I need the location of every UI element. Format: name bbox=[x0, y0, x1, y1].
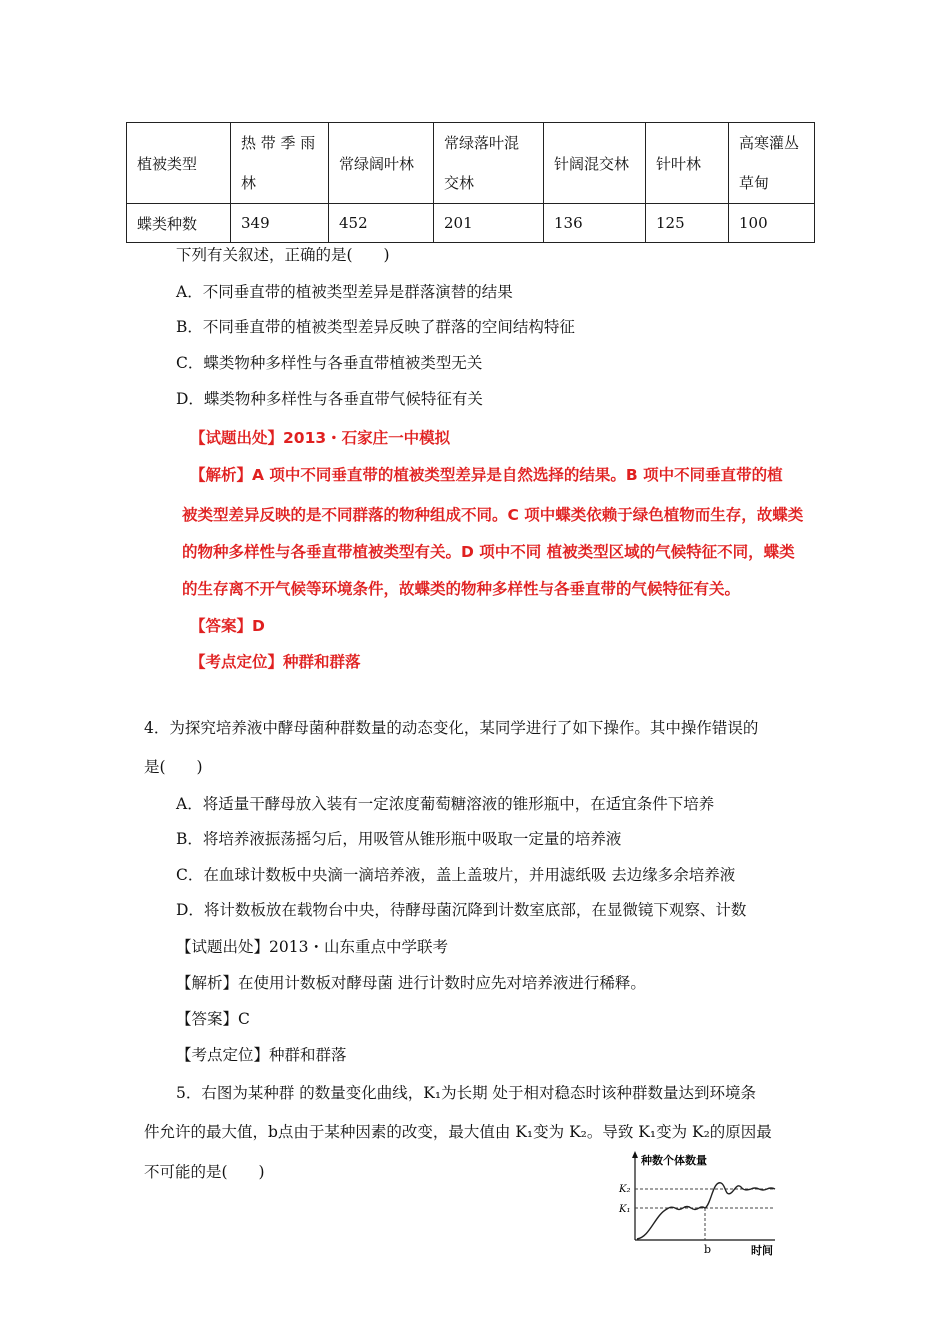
header-cell: 热 带 季 雨 林 bbox=[231, 123, 329, 204]
q3-analysis-line-3: 的物种多样性与各垂直带植被类型有关。D 项中不同 植被类型区域的气候特征不同，蝶类 bbox=[182, 543, 795, 561]
header-cell: 植被类型 bbox=[127, 123, 231, 204]
header-cell: 高寒灌丛 草甸 bbox=[729, 123, 815, 204]
k2-label: K₂ bbox=[619, 1184, 631, 1195]
q4-stem-line-1: 4．为探究培养液中酵母菌种群数量的动态变化，某同学进行了如下操作。其中操作错误的 bbox=[144, 719, 759, 737]
q3-stem: 下列有关叙述，正确的是( ) bbox=[176, 246, 390, 264]
q3-topic: 【考点定位】种群和群落 bbox=[190, 653, 361, 671]
q3-answer: 【答案】D bbox=[190, 617, 265, 635]
q3-analysis-line-1: 【解析】A 项中不同垂直带的植被类型差异是自然选择的结果。B 项中不同垂直带的植 bbox=[190, 466, 783, 484]
q4-analysis: 【解析】在使用计数板对酵母菌 进行计数时应先对培养液进行稀释。 bbox=[176, 974, 646, 992]
q4-source: 【试题出处】2013・山东重点中学联考 bbox=[176, 938, 448, 956]
value-cell: 201 bbox=[434, 204, 544, 243]
q3-source: 【试题出处】2013・石家庄一中模拟 bbox=[190, 429, 451, 447]
q4-option-a: A．将适量干酵母放入装有一定浓度葡萄糖溶液的锥形瓶中，在适宜条件下培养 bbox=[176, 795, 715, 813]
vegetation-table bbox=[126, 122, 815, 243]
b-label: b bbox=[704, 1243, 712, 1256]
q4-option-c: C．在血球计数板中央滴一滴培养液，盖上盖玻片，并用滤纸吸 去边缘多余培养液 bbox=[176, 866, 736, 884]
q5-stem-line-3: 不可能的是( ) bbox=[144, 1163, 265, 1181]
population-curve bbox=[637, 1183, 775, 1239]
value-cell: 349 bbox=[231, 204, 329, 243]
value-cell: 125 bbox=[646, 204, 729, 243]
q3-option-d: D．蝶类物种多样性与各垂直带气候特征有关 bbox=[176, 390, 483, 408]
q5-stem-line-2: 件允许的最大值，b点由于某种因素的改变，最大值由 K₁变为 K₂。导致 K₁变为 K₂的原因最 bbox=[144, 1123, 772, 1141]
value-cell: 136 bbox=[544, 204, 646, 243]
q5-stem-line-1: 5．右图为某种群 的数量变化曲线，K₁为长期 处于相对稳态时该种群数量达到环境条 bbox=[176, 1084, 757, 1102]
x-axis-label: 时间 bbox=[751, 1244, 773, 1257]
y-axis-arrow bbox=[632, 1151, 638, 1158]
q4-option-b: B．将培养液振荡摇匀后，用吸管从锥形瓶中吸取一定量的培养液 bbox=[176, 830, 622, 848]
q4-answer: 【答案】C bbox=[176, 1010, 250, 1028]
q4-topic: 【考点定位】种群和群落 bbox=[176, 1046, 347, 1064]
value-cell: 100 bbox=[729, 204, 815, 243]
q3-option-a: A．不同垂直带的植被类型差异是群落演替的结果 bbox=[176, 283, 513, 301]
header-cell: 针阔混交林 bbox=[544, 123, 646, 204]
q3-analysis-line-2: 被类型差异反映的是不同群落的物种组成不同。C 项中蝶类依赖于绿色植物而生存，故蝶类 bbox=[182, 506, 804, 524]
header-cell: 常绿落叶混 交林 bbox=[434, 123, 544, 204]
population-curve-graph bbox=[605, 1145, 790, 1260]
row-label-cell: 蝶类种数 bbox=[127, 204, 231, 243]
header-cell: 针叶林 bbox=[646, 123, 729, 204]
header-cell: 常绿阔叶林 bbox=[329, 123, 434, 204]
value-cell: 452 bbox=[329, 204, 434, 243]
q4-stem-line-2: 是( ) bbox=[144, 758, 203, 776]
q3-option-b: B．不同垂直带的植被类型差异反映了群落的空间结构特征 bbox=[176, 318, 575, 336]
q3-analysis-line-4: 的生存离不开气候等环境条件，故蝶类的物种多样性与各垂直带的气候特征有关。 bbox=[182, 580, 741, 598]
q3-option-c: C．蝶类物种多样性与各垂直带植被类型无关 bbox=[176, 354, 483, 372]
q4-option-d: D．将计数板放在载物台中央，待酵母菌沉降到计数室底部，在显微镜下观察、计数 bbox=[176, 901, 747, 919]
k1-label: K₁ bbox=[619, 1204, 631, 1215]
y-axis-label: 种数个体数量 bbox=[641, 1154, 707, 1167]
